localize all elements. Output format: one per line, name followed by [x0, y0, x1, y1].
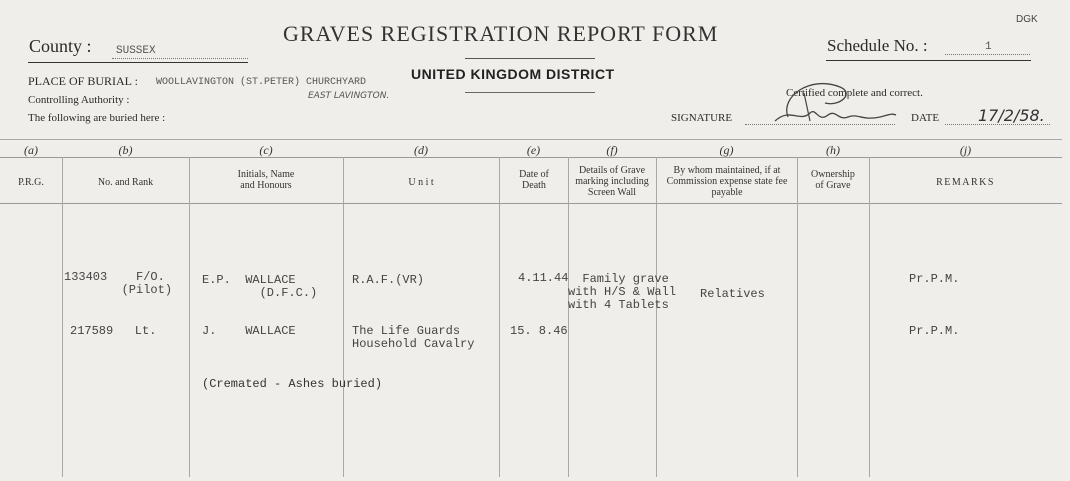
district-underline [465, 92, 595, 93]
row-1-date-of-death: 4.11.44 [518, 271, 569, 285]
table-top-rule [0, 139, 1062, 140]
place-of-burial-label: PLACE OF BURIAL : [28, 74, 138, 88]
col-divider [656, 157, 657, 477]
col-letter-g: (g) [719, 143, 734, 157]
row-1-maintained-by: Relatives [700, 287, 765, 301]
date-label: DATE [911, 112, 940, 124]
county-value: SUSSEX [116, 45, 156, 57]
col-header-number-rank: No. and Rank [97, 177, 154, 188]
col-header-remarks: REMARKS [936, 177, 995, 188]
date-value: 17/2/58. [978, 106, 1045, 125]
col-letter-f: (f) [606, 143, 618, 157]
col-divider [869, 157, 870, 477]
certified-text: Certified complete and correct. [786, 87, 923, 99]
row-1-grave-marking: Family grave with H/S & Wall with 4 Tablets [568, 272, 677, 312]
col-letter-a: (a) [24, 143, 38, 157]
row-2-date-of-death: 15. 8.46 [510, 324, 568, 338]
row-1-unit: R.A.F.(VR) [352, 273, 425, 287]
row-1-name: E.P. WALLACE (D.F.C.) [202, 273, 318, 300]
col-header-name: Initials, Name and Honours [237, 169, 295, 191]
col-letter-c: (c) [259, 143, 273, 157]
col-header-date-of-death: Date of Death [519, 169, 549, 191]
col-letter-d: (d) [414, 143, 428, 157]
col-divider [797, 157, 798, 477]
col-letter-j: (j) [959, 143, 972, 157]
form-title: GRAVES REGISTRATION REPORT FORM [283, 21, 719, 46]
schedule-value: 1 [985, 41, 992, 53]
col-header-grave-marking: Details of Grave marking including Screen Wall [575, 165, 649, 198]
county-label: County : [29, 36, 92, 56]
col-letter-h: (h) [826, 143, 840, 157]
row-1-number-rank: 133403 F/O. (Pilot) [64, 270, 173, 297]
row-2-name: J. WALLACE [202, 324, 296, 338]
place-of-burial-note: EAST LAVINGTON. [308, 91, 390, 101]
county-line [112, 58, 248, 59]
county-underline [28, 62, 248, 63]
schedule-underline [826, 60, 1031, 61]
col-divider [499, 157, 500, 477]
controlling-authority-label: Controlling Authority : [28, 94, 130, 106]
col-letter-b: (b) [118, 143, 133, 157]
signature-label: SIGNATURE [671, 112, 733, 124]
row-2-remarks: Pr.P.M. [909, 324, 960, 338]
signature-scribble-icon [770, 77, 900, 127]
table-header-rule [0, 203, 1062, 204]
col-header-maintained-by: By whom maintained, if at Commission expense state fee payable [666, 165, 788, 198]
col-divider [189, 157, 190, 477]
row-1-remarks: Pr.P.M. [909, 272, 960, 286]
col-header-unit: U n i t [408, 177, 434, 188]
col-divider [568, 157, 569, 477]
district-title: UNITED KINGDOM DISTRICT [411, 66, 615, 82]
col-letter-e: (e) [526, 143, 541, 157]
buried-here-label: The following are buried here : [28, 112, 166, 124]
cremation-note: (Cremated - Ashes buried) [202, 377, 383, 391]
col-header-prg: P.R.G. [18, 177, 44, 188]
title-underline [465, 58, 595, 59]
col-divider [62, 157, 63, 477]
place-of-burial-value: WOOLLAVINGTON (ST.PETER) CHURCHYARD [156, 77, 367, 88]
schedule-label: Schedule No. : [827, 36, 928, 55]
corner-code: DGK [1016, 14, 1038, 25]
col-divider [343, 157, 344, 477]
row-2-number-rank: 217589 Lt. [70, 324, 157, 338]
row-2-unit: The Life Guards Household Cavalry [352, 324, 475, 351]
col-header-ownership: Ownership of Grave [811, 169, 855, 191]
schedule-line [945, 54, 1030, 55]
